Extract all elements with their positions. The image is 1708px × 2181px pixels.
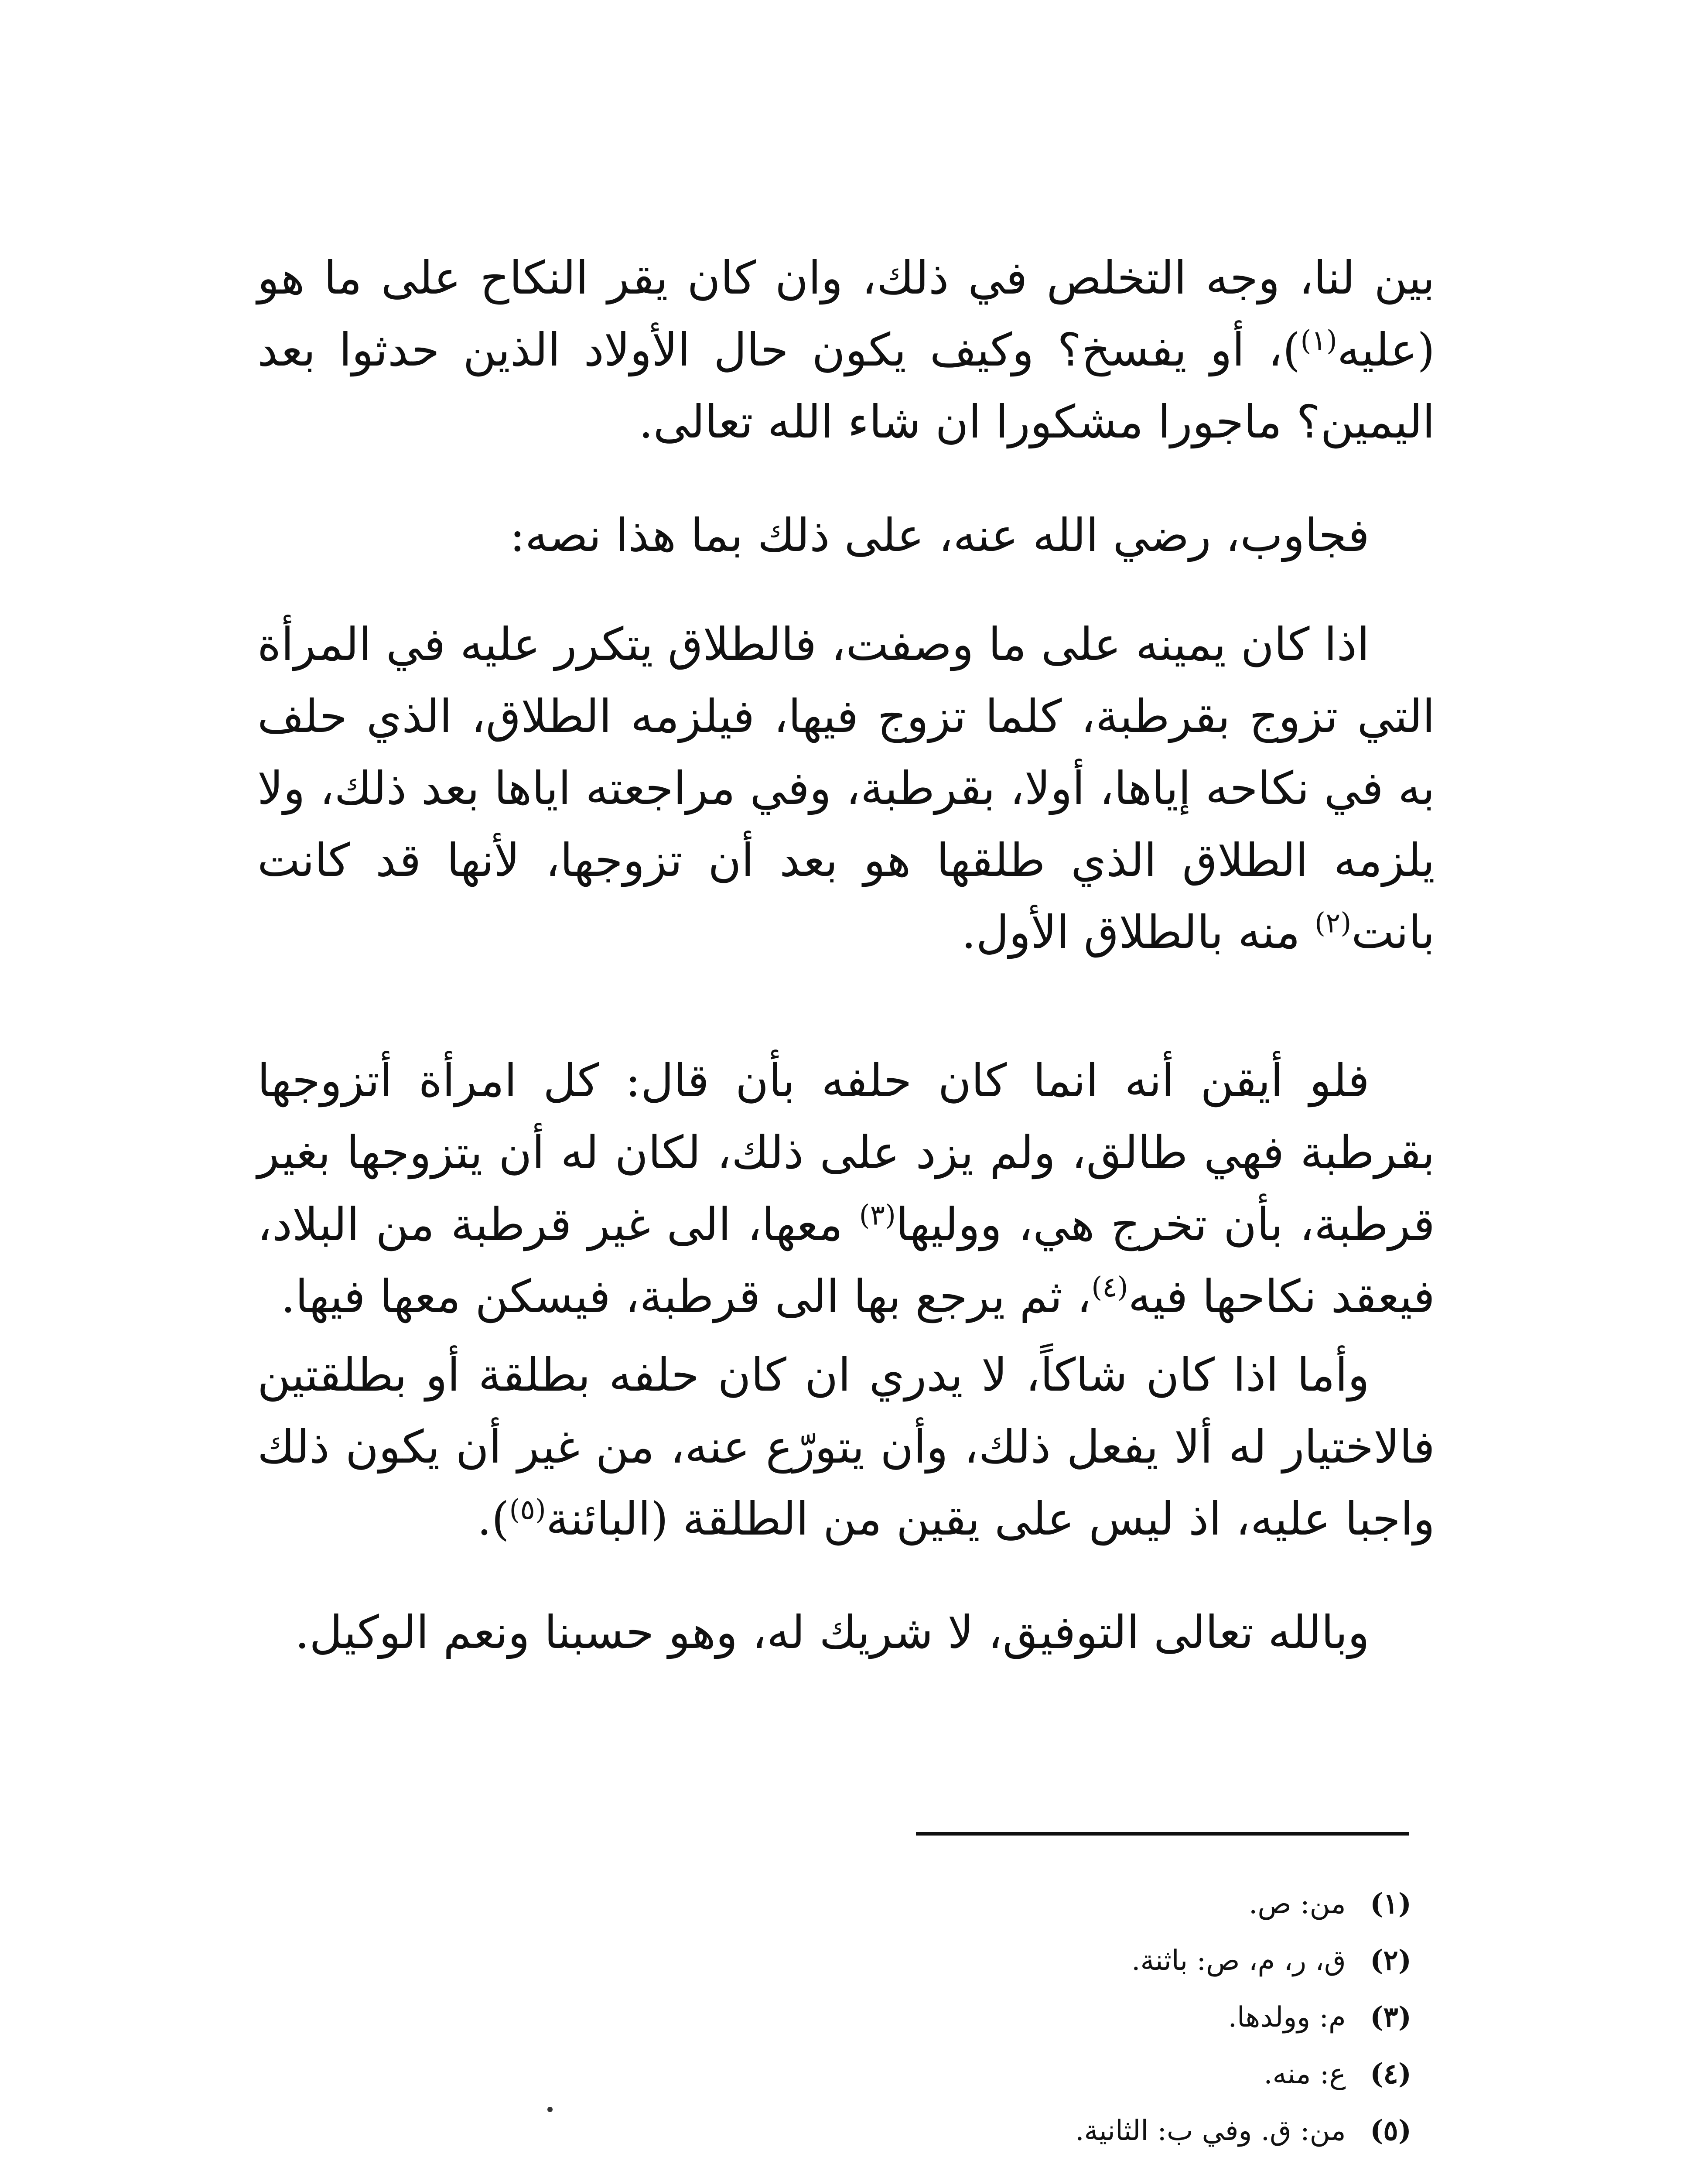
footnote-reference: (٣) [859, 1199, 896, 1232]
paragraph [257, 1045, 1435, 1333]
paragraph [257, 1596, 1435, 1668]
footnote-item [670, 1932, 1411, 1989]
body-text-block-3 [257, 608, 1435, 968]
paragraph-text: بين لنا، وجه التخلص في ذلك، وان كان يقر النكاح على ما هو (عليه [257, 251, 1435, 376]
footnote-number: (١) [1370, 1887, 1411, 1920]
footnote-text: م: وولدها. [1228, 2001, 1346, 2034]
paragraph-text: معها، الى غير قرطبة من البلاد، فيعقد نكاحها فيه [257, 1198, 1435, 1323]
paragraph-text: وبالله تعالى التوفيق، لا شريك له، وهو حسبنا ونعم الوكيل. [295, 1606, 1370, 1659]
footnote-number: (٤) [1370, 2058, 1411, 2090]
footnote-text: ع: منه. [1264, 2058, 1346, 2090]
paragraph-text: )، أو يفسخ؟ وكيف يكون حال الأولاد الذين حدثوا بعد اليمين؟ ماجورا مشكورا ان شاء الله تعالى. [257, 323, 1435, 448]
footnotes-list [670, 1876, 1411, 2159]
footnote-item [670, 2046, 1411, 2102]
footnote-number: (٥) [1370, 2114, 1411, 2147]
footnote-item [670, 1876, 1411, 1932]
footnote-text: من: ص. [1249, 1888, 1346, 1920]
body-text-block-6 [257, 1596, 1435, 1668]
paragraph-text: فجاوب، رضي الله عنه، على ذلك بما هذا نصه: [509, 509, 1370, 562]
footnote-text: ق، ر، م، ص: باثنة. [1131, 1945, 1346, 1977]
paragraph-text: فلو أيقن أنه انما كان حلفه بأن قال: كل امرأة أتزوجها بقرطبة فهي طالق، ولم يزد على ذلك، لكان له أن يتزوجها بغير قرطبة، بأن تخرج هي، ووليها [257, 1054, 1435, 1251]
footnote-reference: (٢) [1314, 907, 1352, 940]
paragraph [257, 242, 1435, 458]
footnote-reference: (١) [1300, 325, 1337, 357]
footnote-reference: (٥) [509, 1494, 546, 1526]
footnote-reference: (٤) [1091, 1271, 1128, 1304]
footnote-separator-rule [916, 1832, 1409, 1836]
footnote-number: (٣) [1370, 2001, 1411, 2034]
footnote-item [670, 1989, 1411, 2046]
body-text-block-4 [257, 1045, 1435, 1333]
paragraph-text: وأما اذا كان شاكاً، لا يدري ان كان حلفه بطلقة أو بطلقتين فالاختيار له ألا يفعل ذلك، وأن يتورّع عنه، من غير أن يكون ذلك واجبا عليه، اذ ليس على يقين من الطلقة (البائنة [257, 1348, 1435, 1545]
paragraph [257, 1339, 1435, 1555]
paragraph-text: اذا كان يمينه على ما وصفت، فالطلاق يتكرر عليه في المرأة التي تزوج بقرطبة، كلما تزوج فيها، فيلزمه الطلاق، الذي حلف به في نكاحه إياها، أولا، بقرطبة، وفي مراجعته اياها بعد ذلك، ولا يلزمه الطلاق الذي طلقها هو بعد أن تزوجها، لأنها قد كانت بانت [257, 618, 1435, 959]
paragraph-text: منه بالطلاق الأول. [961, 906, 1315, 959]
paragraph-text: ). [477, 1492, 509, 1545]
stray-dot-mark [547, 2107, 553, 2112]
paragraph-text: ، ثم يرجع بها الى قرطبة، فيسكن معها فيها. [280, 1270, 1092, 1323]
body-text-block-1 [257, 242, 1435, 458]
body-text-block-5 [257, 1339, 1435, 1555]
footnote-text: من: ق. وفي ب: الثانية. [1075, 2115, 1346, 2147]
paragraph [257, 499, 1435, 571]
body-text-block-2 [257, 499, 1435, 571]
footnote-item [670, 2102, 1411, 2159]
footnote-number: (٢) [1370, 1944, 1411, 1977]
paragraph [257, 608, 1435, 968]
